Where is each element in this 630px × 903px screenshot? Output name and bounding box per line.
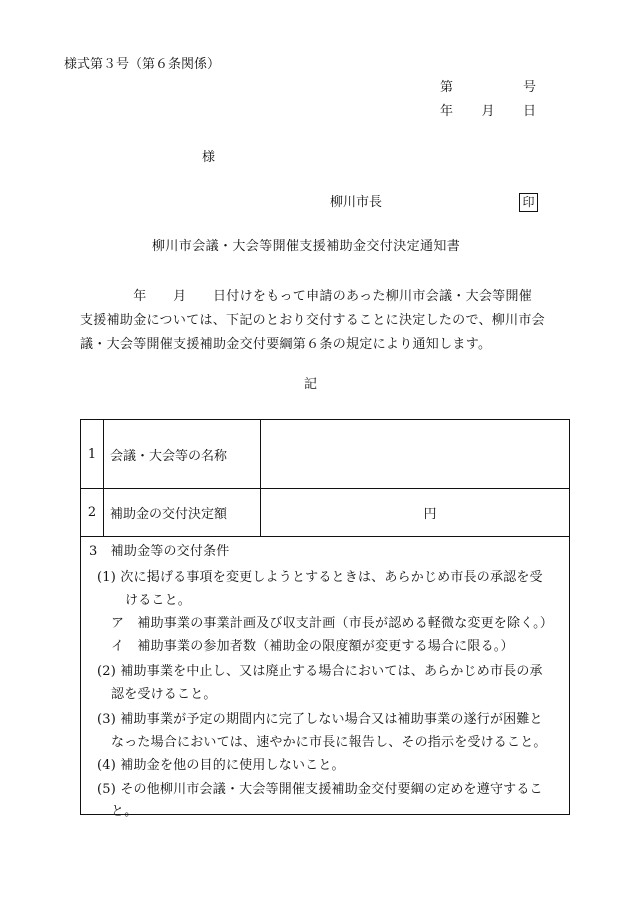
condition-line: と。 — [111, 804, 138, 819]
date-day: 日 — [522, 104, 536, 119]
info-table — [80, 419, 570, 537]
form-number: 様式第３号（第６条関係） — [64, 57, 221, 72]
row-number: 2 — [81, 489, 104, 537]
date-year: 年 — [440, 104, 454, 119]
issuer-name: 柳川市長 — [330, 195, 383, 210]
seal-mark: 印 — [519, 193, 538, 212]
table-row — [81, 420, 570, 489]
table-row — [81, 489, 570, 537]
condition-line: なった場合においては、速やかに市長に報告し、その指示を受けること。 — [111, 735, 547, 750]
record-mark: 記 — [304, 377, 318, 392]
body-text — [80, 285, 570, 357]
condition-line: (5) その他柳川市会議・大会等開催支援補助金交付要綱の定めを遵守するこ — [97, 782, 543, 797]
row-label: 会議・大会等の名称 — [104, 420, 261, 489]
condition-line: (1) 次に掲げる事項を変更しようとするときは、あらかじめ市長の承認を受 — [97, 570, 543, 585]
row-value-amount: 円 — [261, 489, 570, 537]
row-value-event-name — [261, 420, 570, 489]
conditions-title: 3 補助金等の交付条件 — [89, 544, 230, 559]
condition-line: イ 補助事業の参加者数（補助金の限度額が変更する場合に限る。） — [111, 639, 514, 654]
number-suffix: 号 — [522, 80, 536, 95]
conditions-section — [80, 537, 570, 819]
condition-line: (2) 補助事業を中止し、又は廃止する場合においては、あらかじめ市長の承 — [97, 664, 543, 679]
condition-line: 認を受けること。 — [111, 687, 217, 702]
document-number-line — [440, 81, 536, 94]
body-line-3: 議・大会等開催支援補助金交付要綱第６条の規定により通知します。 — [80, 337, 492, 352]
row-label: 補助金の交付決定額 — [104, 489, 261, 537]
condition-line: ア 補助事業の事業計画及び収支計画（市長が認める軽微な変更を除く。） — [111, 616, 554, 631]
body-line-1: 年 月 日付けをもって申請のあった柳川市会議・大会等開催 — [80, 289, 533, 304]
date-month: 月 — [481, 104, 495, 119]
condition-line: (3) 補助事業が予定の期間内に完了しない場合又は補助事業の遂行が困難と — [97, 712, 543, 727]
condition-line: (4) 補助金を他の目的に使用しないこと。 — [97, 758, 345, 773]
body-line-2: 支援補助金については、下記のとおり交付することに決定したので、柳川市会 — [80, 313, 545, 328]
number-prefix: 第 — [440, 80, 454, 95]
condition-line: けること。 — [125, 593, 192, 608]
row-number: 1 — [81, 420, 104, 489]
date-line — [440, 105, 536, 118]
document-title: 柳川市会議・大会等開催支援補助金交付決定通知書 — [152, 239, 461, 254]
addressee-suffix: 様 — [202, 150, 216, 165]
